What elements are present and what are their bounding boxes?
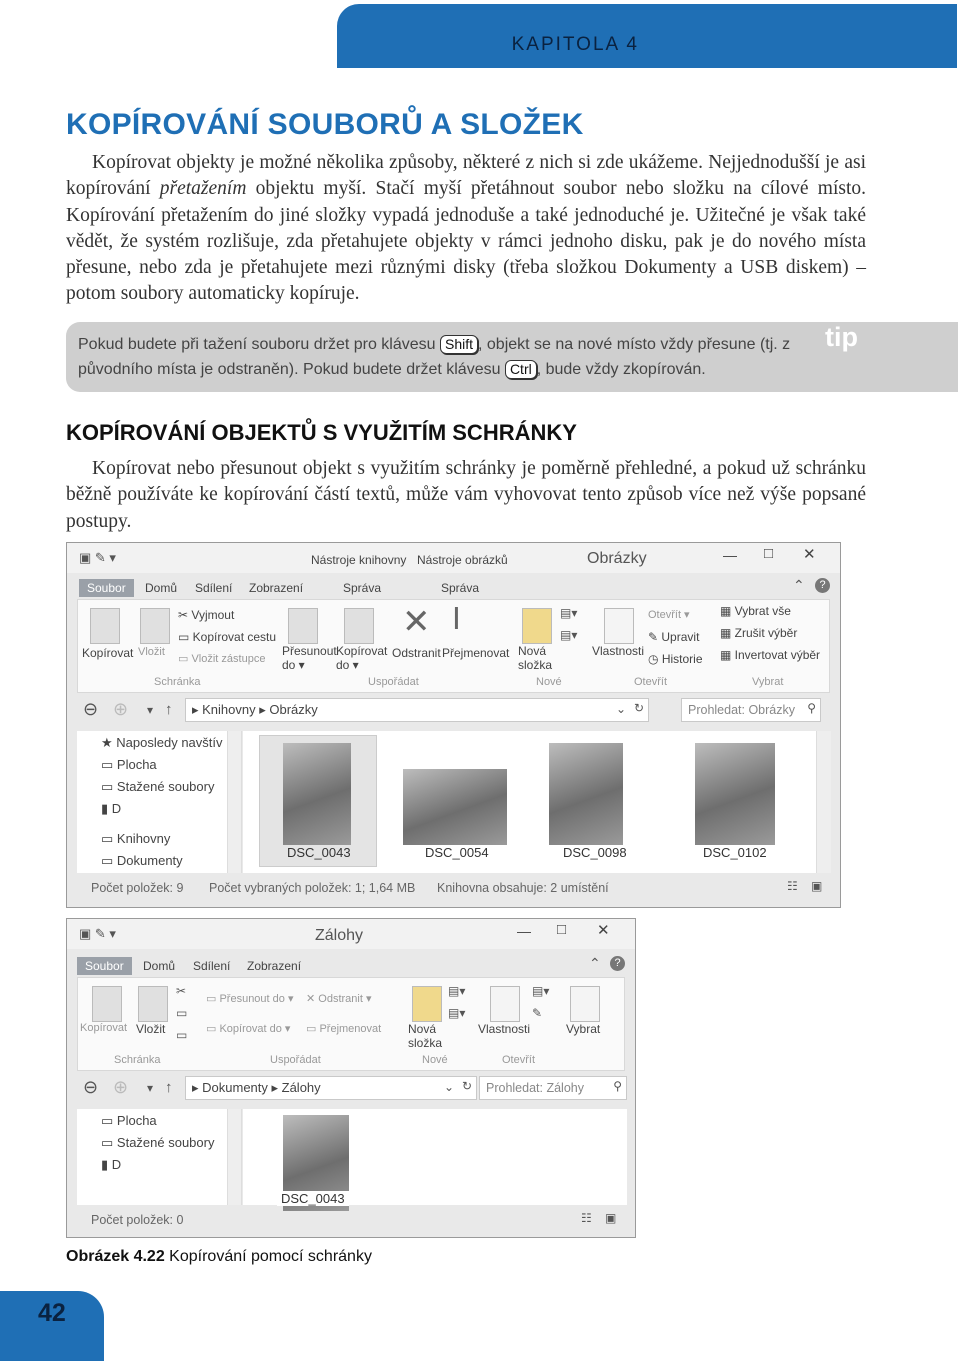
breadcrumb-backups[interactable]: Zálohy	[281, 1080, 321, 1095]
context-tab-library-tools[interactable]: Nástroje knihovny	[311, 553, 407, 567]
group-organize: Uspořádat	[368, 676, 419, 688]
copy-to-icon	[344, 608, 374, 644]
thumbnail-dsc0054[interactable]	[403, 769, 507, 845]
search-input-2[interactable]	[479, 1076, 627, 1100]
select-all-label: Vybrat vše	[734, 604, 791, 618]
thumbnail-dsc0098[interactable]	[549, 743, 623, 845]
figure-caption	[66, 1248, 372, 1266]
chapter-header-tab	[337, 4, 957, 68]
tip-box	[66, 322, 958, 392]
select-button-2[interactable]: Vybrat	[566, 1022, 601, 1036]
copy-icon-2	[92, 986, 122, 1022]
rename-button[interactable]: Přejmenovat	[442, 646, 510, 660]
help-icon[interactable]: ?	[815, 578, 830, 593]
copy-to-button-2[interactable]	[206, 1022, 290, 1035]
paste-shortcut-label: Vložit zástupce	[191, 653, 266, 665]
help-icon-2[interactable]: ?	[610, 956, 625, 971]
recent-dropdown-icon[interactable]: ▾	[147, 703, 154, 717]
shift-key: Shift	[440, 335, 478, 354]
tab-sdileni-2[interactable]: Sdílení	[193, 959, 231, 973]
nav-d-label: D	[111, 801, 122, 816]
copy-icon	[90, 608, 120, 644]
address-bar[interactable]	[185, 698, 649, 722]
search-placeholder: Prohledat: Obrázky	[688, 703, 795, 717]
invert-selection-button[interactable]	[720, 648, 820, 662]
group-new: Nové	[536, 676, 562, 688]
section-title: KOPÍROVÁNÍ SOUBORŮ A SLOŽEK	[66, 108, 584, 141]
copy-path-label: Kopírovat cestu	[192, 630, 277, 644]
ribbon-2	[77, 977, 625, 1071]
content-scrollbar[interactable]	[816, 731, 831, 873]
properties-icon	[604, 608, 634, 644]
status-item-count-2: Počet položek: 0	[91, 1213, 184, 1227]
breadcrumb-documents[interactable]: Dokumenty	[202, 1080, 268, 1095]
history-icon: ◷	[648, 652, 662, 666]
nav-item-d-2[interactable]: ▮ D	[101, 1157, 122, 1172]
move-to-button[interactable]	[282, 644, 337, 672]
clipboard-paragraph	[66, 456, 866, 535]
delete-button[interactable]: Odstranit	[392, 646, 441, 660]
quick-access-icons[interactable]: ▣ ✎ ▾	[79, 550, 116, 565]
copy-to-label-2: Kopírovat do ▾	[219, 1023, 291, 1035]
up-icon-2[interactable]: ↑	[165, 1079, 173, 1096]
new-folder-label-1: Nová	[518, 644, 547, 658]
new-folder-button-2[interactable]	[408, 1022, 442, 1050]
group-clipboard: Schránka	[154, 676, 201, 688]
tab-zobrazeni[interactable]: Zobrazení	[249, 581, 304, 595]
cut-icon-2[interactable]: ✂	[176, 984, 187, 998]
delete-label-2: Odstranit ▾	[318, 993, 372, 1005]
thumbnail-dsc0102[interactable]	[695, 743, 775, 845]
title-bar-2	[67, 919, 635, 949]
open-icon-2[interactable]: ▤▾	[532, 984, 550, 998]
clipboard-text: Kopírovat nebo přesunout objekt s využitím schránky je poměrně přehledné, a pokud už schránku běžně používáte ke kopírování částí textů, může vám vyhovovat tento způsob více než výše popsané postupy.	[66, 458, 866, 532]
intro-text-a: Kopírovat objekty je možné několika způsoby, některé z nich si zde ukážeme. Nejjednodušší je asi kopírování	[66, 152, 866, 200]
breadcrumb-2: ▸ Dokumenty ▸ Zálohy	[192, 1080, 321, 1095]
intro-emphasis: přetažením	[159, 178, 247, 200]
edit-label: Upravit	[661, 630, 700, 644]
invert-selection-label: Invertovat výběr	[734, 648, 821, 662]
copy-to-label: Kopírovat	[336, 644, 388, 658]
quick-access-icons-2[interactable]: ▣ ✎ ▾	[79, 926, 116, 941]
copy-button[interactable]: Kopírovat	[82, 646, 134, 660]
cut-button[interactable]	[178, 608, 234, 622]
nav-scrollbar[interactable]	[227, 731, 241, 873]
file-name-dsc0102[interactable]: DSC_0102	[703, 845, 767, 860]
details-view-icon[interactable]: ☷	[787, 879, 798, 893]
copy-button-2[interactable]: Kopírovat	[80, 1022, 128, 1034]
select-none-label: Zrušit výběr	[734, 626, 798, 640]
select-all-icon: ▦	[720, 604, 735, 618]
tab-sprava-library[interactable]: Správa	[343, 581, 382, 595]
group-clipboard-2: Schránka	[114, 1054, 161, 1066]
page-number: 42	[38, 1299, 66, 1327]
refresh-icon-2[interactable]: ↻	[461, 1079, 472, 1093]
file-list	[243, 731, 831, 873]
delete-icon: ✕	[402, 603, 431, 641]
back-icon[interactable]: ⊖	[83, 699, 99, 719]
nav-downloads-label: Stažené soubory	[116, 779, 215, 794]
tab-domu[interactable]: Domů	[145, 581, 178, 595]
properties-button[interactable]: Vlastnosti	[592, 644, 645, 658]
tab-zobrazeni-2[interactable]: Zobrazení	[247, 959, 302, 973]
large-icons-view-icon-2[interactable]: ▣	[605, 1211, 617, 1225]
details-view-icon-2[interactable]: ☷	[581, 1211, 592, 1225]
rename-icon: Ⅰ	[452, 603, 461, 636]
scissors-icon: ✂	[178, 608, 192, 622]
close-icon-2[interactable]: ✕	[597, 922, 610, 939]
nav-item-recent[interactable]: ★ Naposledy navštív	[101, 735, 223, 750]
group-new-2: Nové	[422, 1054, 448, 1066]
breadcrumb-libraries[interactable]: Knihovny	[202, 702, 256, 717]
copy-path-icon-2[interactable]: ▭	[176, 1006, 188, 1020]
select-icon-2	[570, 986, 600, 1022]
history-button[interactable]	[648, 652, 703, 666]
nav-item-desktop-2[interactable]: ▭ Plocha	[101, 1113, 157, 1128]
minimize-icon-2[interactable]: —	[517, 923, 531, 939]
large-icons-view-icon[interactable]: ▣	[811, 879, 823, 893]
group-open-2: Otevřít	[502, 1054, 536, 1066]
file-name-dsc0054[interactable]: DSC_0054	[425, 845, 489, 860]
forward-icon[interactable]: ⊕	[113, 699, 129, 719]
window-title: Obrázky	[587, 550, 647, 567]
address-dropdown-icon-2[interactable]: ⌄	[443, 1080, 454, 1094]
ribbon	[77, 599, 830, 693]
forward-icon-2[interactable]: ⊕	[113, 1077, 129, 1097]
address-bar-2[interactable]	[185, 1076, 477, 1100]
tip-text	[78, 332, 798, 382]
copy-to-button[interactable]	[336, 644, 387, 672]
subsection-title: KOPÍROVÁNÍ OBJEKTŮ S VYUŽITÍM SCHRÁNKY	[66, 420, 577, 445]
paste-icon	[140, 608, 170, 644]
close-icon[interactable]: ✕	[803, 546, 816, 563]
intro-text-b: objektu myší. Stačí myší přetáhnout soubor nebo složku na cílové místo. Kopírování přetažením do jiné složky vypadá jednoduše a také jednoduché je. Užitečné je však také vědět, že systém rozlišuje, zda přetahujete objekty v rámci jednoho disku, pak je do nového místa přesune, nebo zda je přetahujete mezi různými disky (třeba složkou Dokumenty a USB diskem) – potom soubory automaticky kopíruje.	[66, 178, 867, 305]
cut-label: Vyjmout	[191, 608, 235, 622]
recent-dropdown-icon-2[interactable]: ▾	[147, 1081, 154, 1095]
nav-recent-label: Naposledy navštív	[116, 735, 223, 750]
ctrl-key: Ctrl	[505, 360, 537, 379]
context-tab-picture-tools[interactable]: Nástroje obrázků	[417, 553, 508, 567]
tip-label: tip	[825, 322, 858, 352]
new-folder-label-2: složka	[518, 658, 553, 672]
figure-label: Obrázek 4.22	[66, 1248, 165, 1265]
copy-to-dropdown: do ▾	[336, 658, 359, 672]
open-button[interactable]: Otevřít ▾	[648, 609, 690, 621]
new-item-icon[interactable]: ▤▾	[560, 606, 578, 620]
chapter-label: KAPITOLA 4	[511, 34, 639, 55]
new-folder-label-2a: Nová	[408, 1022, 437, 1036]
file-name-dsc0098[interactable]: DSC_0098	[563, 845, 627, 860]
figure-caption-text: Kopírování pomocí schránky	[164, 1248, 372, 1265]
select-all-button[interactable]	[720, 604, 791, 618]
navigation-pane	[77, 731, 242, 873]
properties-icon-2	[490, 986, 520, 1022]
new-folder-button[interactable]	[518, 644, 552, 672]
edit-icon: ✎	[648, 630, 662, 644]
move-to-dropdown: do ▾	[282, 658, 305, 672]
thumbnail-dsc0043[interactable]	[283, 743, 351, 845]
delete-button-2[interactable]	[306, 992, 372, 1005]
paste-button-2[interactable]: Vložit	[136, 1022, 166, 1036]
rename-button-2[interactable]	[306, 1022, 381, 1035]
breadcrumb: ▸ Knihovny ▸ Obrázky	[192, 702, 318, 717]
ribbon-collapse-icon[interactable]: ⌃	[793, 577, 805, 593]
group-organize-2: Uspořádat	[270, 1054, 321, 1066]
tip-text-1: Pokud budete při tažení souboru držet pro klávesu	[78, 336, 440, 353]
nav-scrollbar-2[interactable]	[227, 1109, 241, 1205]
file-name-dsc0043-copy[interactable]: DSC_0043	[277, 1191, 349, 1206]
move-to-icon	[288, 608, 318, 644]
nav-item-desktop[interactable]: ▭ Plocha	[101, 757, 157, 772]
group-select: Vybrat	[752, 676, 784, 688]
window-title-2: Zálohy	[315, 927, 364, 944]
refresh-icon[interactable]: ↻	[633, 701, 644, 715]
group-open: Otevřít	[634, 676, 668, 688]
navigation-pane-2	[77, 1109, 242, 1205]
tab-soubor-2[interactable]: Soubor	[77, 957, 132, 975]
nav-item-libraries[interactable]: ▭ Knihovny	[101, 831, 171, 846]
status-item-count: Počet položek: 9	[91, 881, 184, 895]
copy-to-icon-2: ▭	[206, 1023, 220, 1035]
search-icon: ⚲	[807, 701, 816, 715]
paste-icon-2	[138, 986, 168, 1022]
move-to-label: Přesunout	[282, 644, 337, 658]
address-dropdown-icon[interactable]: ⌄	[615, 702, 626, 716]
file-name-dsc0043[interactable]: DSC_0043	[287, 845, 351, 860]
new-folder-icon	[522, 608, 552, 644]
explorer-window-obrazky	[66, 542, 841, 908]
new-folder-icon-2	[412, 986, 442, 1022]
minimize-icon[interactable]: —	[723, 547, 737, 563]
move-to-button-2[interactable]	[206, 992, 293, 1005]
status-library: Knihovna obsahuje: 2 umístění	[437, 881, 609, 895]
select-none-icon: ▦	[720, 626, 735, 640]
copy-path-button[interactable]	[178, 630, 276, 644]
search-input[interactable]	[681, 698, 821, 722]
select-none-button[interactable]	[720, 626, 797, 640]
history-label: Historie	[661, 652, 703, 666]
rename-label-2: Přejmenovat	[319, 1023, 382, 1035]
explorer-window-zalohy	[66, 918, 636, 1238]
search-icon-2: ⚲	[613, 1079, 622, 1093]
tab-sdileni[interactable]: Sdílení	[195, 581, 233, 595]
nav-item-documents[interactable]: ▭ Dokumenty	[101, 853, 183, 868]
move-to-label-2: Přesunout do ▾	[219, 993, 294, 1005]
easy-access-icon[interactable]: ▤▾	[560, 628, 578, 642]
breadcrumb-pictures[interactable]: Obrázky	[269, 702, 318, 717]
status-selected: Počet vybraných položek: 1; 1,64 MB	[209, 881, 416, 895]
nav-d-label-2: D	[111, 1157, 122, 1172]
back-icon-2[interactable]: ⊖	[83, 1077, 99, 1097]
maximize-icon[interactable]: □	[764, 545, 774, 562]
nav-item-downloads-2[interactable]: ▭ Stažené soubory	[101, 1135, 215, 1150]
rename-icon-2: ▭	[306, 1023, 320, 1035]
search-placeholder-2: Prohledat: Zálohy	[486, 1081, 584, 1095]
edit-icon-2[interactable]: ✎	[532, 1006, 543, 1020]
nav-documents-label: Dokumenty	[116, 853, 183, 868]
page-number-tab	[0, 1291, 104, 1361]
intro-paragraph	[66, 150, 866, 308]
shortcut-icon: ▭	[178, 653, 192, 665]
invert-icon: ▦	[720, 648, 735, 662]
tip-text-2: , objekt se na nové místo vždy přesune (tj. z původního místa je odstraněn). Pokud budete držet klávesu	[78, 336, 791, 378]
nav-downloads-label-2: Stažené soubory	[116, 1135, 215, 1150]
file-list-2	[243, 1109, 627, 1205]
up-icon[interactable]: ↑	[165, 701, 173, 718]
ribbon-collapse-icon-2[interactable]: ⌃	[589, 955, 601, 971]
nav-desktop-label-2: Plocha	[116, 1113, 157, 1128]
nav-desktop-label: Plocha	[116, 757, 157, 772]
nav-item-downloads[interactable]: ▭ Stažené soubory	[101, 779, 215, 794]
tab-soubor[interactable]: Soubor	[79, 579, 134, 597]
delete-icon-2: ✕	[306, 993, 319, 1005]
edit-button[interactable]	[648, 630, 699, 644]
nav-item-d[interactable]: ▮ D	[101, 801, 122, 816]
tab-sprava-pictures[interactable]: Správa	[441, 581, 480, 595]
nav-libraries-label: Knihovny	[116, 831, 171, 846]
easy-access-icon-2[interactable]: ▤▾	[448, 1006, 466, 1020]
paste-shortcut-button[interactable]	[178, 652, 265, 665]
tip-text-3: , bude vždy zkopírován.	[536, 361, 706, 378]
paste-button[interactable]: Vložit	[138, 646, 165, 658]
move-icon-2: ▭	[206, 993, 220, 1005]
new-folder-label-2b: složka	[408, 1036, 443, 1050]
maximize-icon-2[interactable]: □	[557, 921, 567, 938]
paste-shortcut-icon-2[interactable]: ▭	[176, 1028, 188, 1042]
properties-button-2[interactable]: Vlastnosti	[478, 1022, 531, 1036]
new-item-icon-2[interactable]: ▤▾	[448, 984, 466, 998]
title-bar	[67, 543, 840, 573]
tab-domu-2[interactable]: Domů	[143, 959, 176, 973]
path-icon: ▭	[178, 630, 193, 644]
